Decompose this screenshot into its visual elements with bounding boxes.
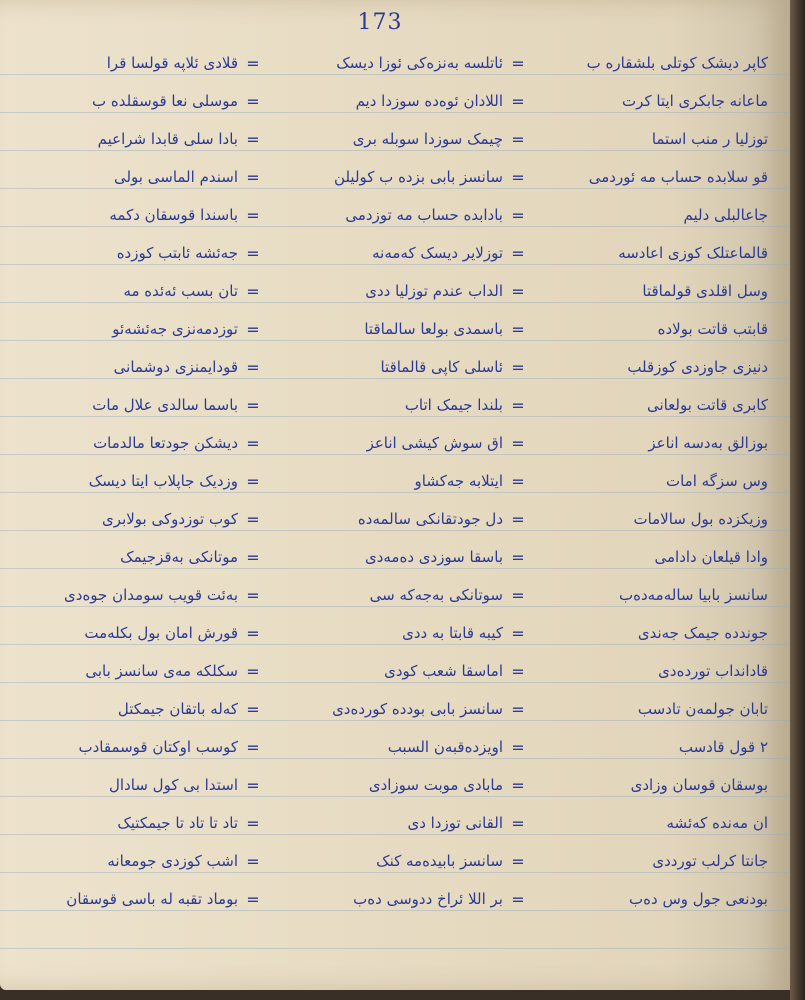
manuscript-line <box>8 122 773 156</box>
manuscript-line <box>8 274 773 308</box>
manuscript-line <box>8 692 773 726</box>
separator: = <box>511 623 525 643</box>
separator: = <box>246 243 260 263</box>
line-text-right: بەئت قویب سومدان جوەدی <box>64 586 238 604</box>
separator: = <box>511 851 525 871</box>
separator: = <box>511 889 525 909</box>
line-text-middle: ئاسلی کاپی قالماقتا <box>380 358 503 376</box>
separator: = <box>511 53 525 73</box>
manuscript-line <box>8 350 773 384</box>
line-text-middle: توزلایر دیسک کەمەنە <box>372 244 503 262</box>
separator: = <box>511 585 525 605</box>
separator: = <box>511 357 525 377</box>
line-text-left: قالماعتلک کوزی اعادسە <box>618 244 768 262</box>
line-text-middle: بر اللا ئراخ ددوسی دەب <box>353 890 503 908</box>
line-text-right: توزدمەنزی جەئشەئو <box>112 320 238 338</box>
manuscript-line <box>8 84 773 118</box>
notebook-spine <box>790 0 805 1000</box>
line-text-middle: چیمک سوزدا سوبلە بری <box>352 130 503 148</box>
line-text-right: موسلی نعا قوسقلدە ب <box>91 92 238 110</box>
line-text-middle: باسقا سوزدی دەمەدی <box>364 548 503 566</box>
line-text-left: جونددە جیمک جەندی <box>637 624 768 642</box>
manuscript-line <box>8 312 773 346</box>
line-text-right: قورش امان بول بکلەمت <box>84 624 238 642</box>
line-text-middle: کیبە قابتا بە ددی <box>402 624 503 642</box>
line-text-middle: مابادی موبت سوزادی <box>368 776 503 794</box>
line-text-middle: القانی توزدا دی <box>407 814 503 832</box>
line-text-middle: الداب عندم توزلیا ددی <box>365 282 503 300</box>
separator: = <box>511 167 525 187</box>
line-text-right: اسندم الماسی بولی <box>113 168 238 186</box>
line-text-left: دنیزی جاوزدی کوزقلب <box>627 358 768 376</box>
line-text-left: قو سلابدە حساب مە ئوردمی <box>588 168 768 186</box>
separator: = <box>246 319 260 339</box>
line-text-left: بودنعی جول وس دەب <box>629 890 768 908</box>
line-text-left: توزلیا ر منب استما <box>651 130 768 148</box>
separator: = <box>511 129 525 149</box>
separator: = <box>246 737 260 757</box>
line-text-middle: باسمدی بولعا سالماقتا <box>364 320 503 338</box>
line-text-left: بوسقان قوسان وزادی <box>630 776 768 794</box>
line-text-right: وزدیک جاپلاب ایتا دیسک <box>88 472 238 490</box>
line-text-right: کوسب اوکتان قوسمقادب <box>78 738 238 756</box>
separator: = <box>511 433 525 453</box>
line-text-left: بوزالق بەدسە اناعز <box>648 434 768 452</box>
manuscript-line <box>8 236 773 270</box>
line-text-left: جانتا کرلب تورددی <box>652 852 768 870</box>
separator: = <box>511 699 525 719</box>
separator: = <box>246 205 260 225</box>
line-text-right: بوماد تقبه لە باسی قوسقان <box>66 890 238 908</box>
line-text-middle: ایتلابە جەکشاو <box>414 472 503 490</box>
line-text-right: سکلکە مەی سانسز بابی <box>85 662 238 680</box>
separator: = <box>511 547 525 567</box>
manuscript-line <box>8 160 773 194</box>
line-text-left: وزیکزدە بول سالامات <box>633 510 768 528</box>
separator: = <box>246 91 260 111</box>
line-text-left: وس سزگە امات <box>665 472 768 490</box>
line-text-left: کابری قاتت بولعانی <box>646 396 768 414</box>
line-text-middle: بلندا جیمک اتاب <box>404 396 503 414</box>
manuscript-line <box>8 198 773 232</box>
line-text-middle: بادابدە حساب مە توزدمی <box>345 206 503 224</box>
separator: = <box>511 661 525 681</box>
separator: = <box>246 813 260 833</box>
line-text-middle: اویزدەقبەن السبب <box>387 738 503 756</box>
separator: = <box>511 91 525 111</box>
line-text-right: جەئشە ئابتب کوزدە <box>116 244 238 262</box>
line-text-right: تاد تا تاد تا جیمکتیک <box>117 814 238 832</box>
line-text-middle: اق سوش کیشی اناعز <box>366 434 503 452</box>
line-text-left: جاعالبلی دلیم <box>683 206 768 224</box>
separator: = <box>246 509 260 529</box>
manuscript-line <box>8 730 773 764</box>
line-text-right: کەلە باتقان جیمکتل <box>117 700 238 718</box>
line-text-left: تابان جولمەن تادسب <box>637 700 768 718</box>
separator: = <box>246 623 260 643</box>
separator: = <box>246 851 260 871</box>
line-text-right: تان بسب ئەئدە مە <box>123 282 238 300</box>
separator: = <box>246 167 260 187</box>
line-text-left: ان مەندە کەئشە <box>666 814 768 832</box>
line-text-left: ٢ قول قادسب <box>678 738 768 756</box>
separator: = <box>511 205 525 225</box>
line-text-right: قودایمنزی دوشمانی <box>113 358 238 376</box>
manuscript-line <box>8 46 773 80</box>
line-text-right: اشب کوزدی جومعانە <box>107 852 238 870</box>
separator: = <box>246 357 260 377</box>
separator: = <box>511 813 525 833</box>
separator: = <box>246 471 260 491</box>
manuscript-line <box>8 844 773 878</box>
line-text-middle: اماسقا شعب کودی <box>384 662 503 680</box>
manuscript-line <box>8 616 773 650</box>
line-text-right: موتانکی بەقزجیمک <box>120 548 238 566</box>
separator: = <box>246 889 260 909</box>
manuscript-line <box>8 540 773 574</box>
separator: = <box>246 433 260 453</box>
manuscript-line <box>8 578 773 612</box>
line-text-middle: سانسز بابی بوددە کوردەدی <box>332 700 503 718</box>
manuscript-line <box>8 426 773 460</box>
separator: = <box>246 775 260 795</box>
line-text-middle: سانسز بابیدەمە کنک <box>376 852 503 870</box>
line-text-middle: دل جودتقانکی سالمەدە <box>357 510 503 528</box>
page-number: 173 <box>357 10 403 35</box>
line-text-left: کاپر دیشک کوتلی بلشقارە ب <box>586 54 768 72</box>
separator: = <box>246 585 260 605</box>
line-text-right: بادا سلی قابدا شراعیم <box>97 130 238 148</box>
manuscript-line <box>8 388 773 422</box>
manuscript-line <box>8 806 773 840</box>
separator: = <box>511 319 525 339</box>
line-text-left: سانسز بابیا سالەمەدەب <box>618 586 768 604</box>
separator: = <box>511 395 525 415</box>
line-text-right: کوب توزدوکی بولابری <box>102 510 238 528</box>
manuscript-line <box>8 654 773 688</box>
manuscript-line <box>8 768 773 802</box>
line-text-middle: ئاتلسە بەنزەکی ئوزا دیسک <box>336 54 503 72</box>
line-text-middle: سانسز بابی بزدە ب کولیلن <box>334 168 503 186</box>
line-text-right: دیشکن جودتعا مالدمات <box>93 434 238 452</box>
line-text-left: ماعانە جابکری ایتا کرت <box>622 92 768 110</box>
line-text-left: وسل اقلدی قولماقتا <box>642 282 768 300</box>
line-text-right: باسما سالدی علال مات <box>92 396 238 414</box>
line-text-left: قابتب قاتت بولادە <box>657 320 768 338</box>
line-text-right: باسندا قوسقان دکمە <box>109 206 238 224</box>
separator: = <box>246 661 260 681</box>
line-text-left: قادانداب توردەدی <box>658 662 768 680</box>
separator: = <box>246 129 260 149</box>
separator: = <box>511 737 525 757</box>
separator: = <box>246 699 260 719</box>
separator: = <box>246 281 260 301</box>
separator: = <box>511 775 525 795</box>
line-text-middle: سوتانکی بەجەکە سی <box>369 586 503 604</box>
manuscript-line <box>8 502 773 536</box>
separator: = <box>511 281 525 301</box>
line-text-left: وادا قیلعان دادامی <box>654 548 768 566</box>
separator: = <box>511 471 525 491</box>
separator: = <box>246 547 260 567</box>
line-text-middle: اللادان ئوەدە سوزدا دیم <box>355 92 503 110</box>
line-text-right: استدا بی کول سادال <box>109 776 238 794</box>
line-text-right: قلادی ئلاپە قولسا قرا <box>106 54 238 72</box>
separator: = <box>246 53 260 73</box>
separator: = <box>511 509 525 529</box>
manuscript-line <box>8 882 773 916</box>
separator: = <box>246 395 260 415</box>
manuscript-line <box>8 464 773 498</box>
separator: = <box>511 243 525 263</box>
